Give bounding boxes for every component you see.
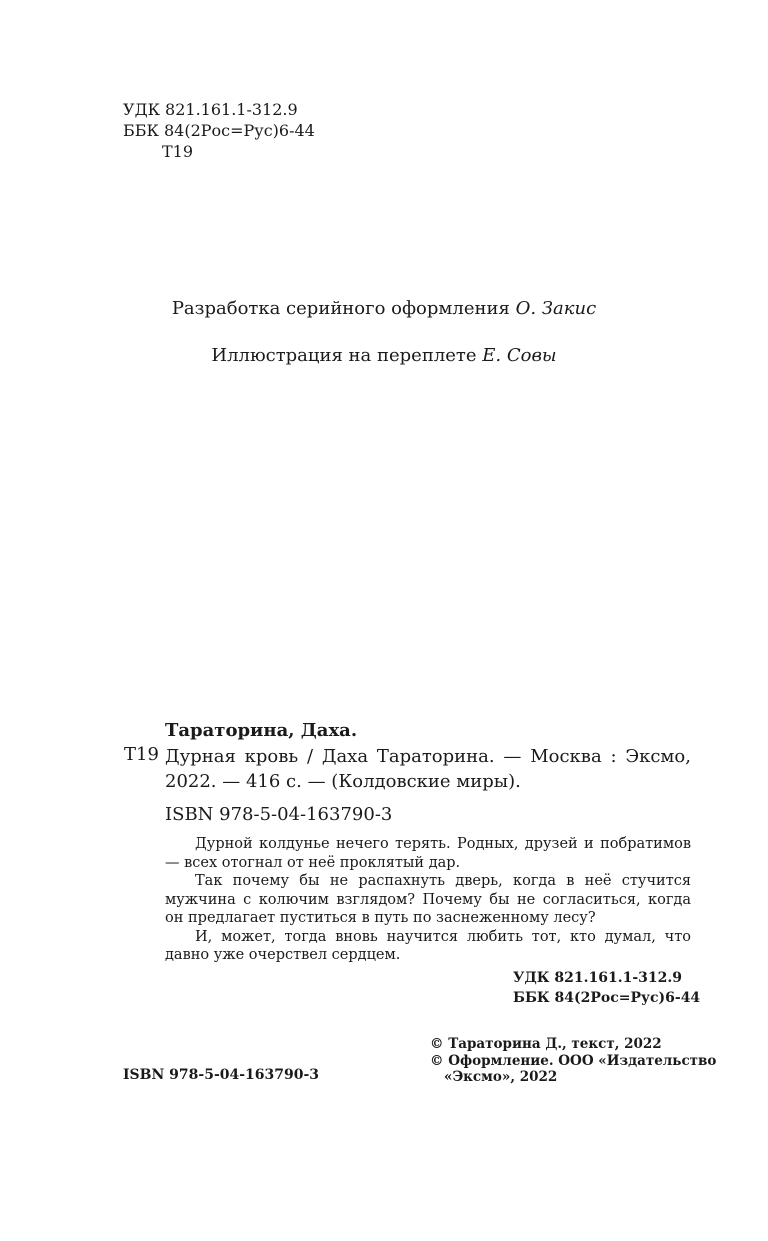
annotation <box>165 835 691 965</box>
illustration-credit <box>0 345 768 366</box>
udk-code-bottom: УДК 821.161.1-312.9 <box>513 970 683 986</box>
catalog-isbn: ISBN 978-5-04-163790-3 <box>165 804 393 825</box>
author-mark: Т19 <box>162 142 194 161</box>
bibliographic-description: Дурная кровь / Даха Тараторина. — Москва : Эксмо, 2022. — 416 с. — (Колдовские миры). <box>165 746 691 792</box>
annotation-paragraph: Дурной колдунье нечего терять. Родных, друзей и побратимов — всех отогнал от неё проклятый дар. <box>165 836 691 871</box>
copyright-design: © Оформление. ООО «Издательство <box>430 1052 717 1069</box>
series-design-label: Разработка серийного оформления <box>171 298 510 319</box>
bbk-code-bottom: ББК 84(2Рос=Рус)6-44 <box>513 990 701 1006</box>
isbn-bottom: ISBN 978-5-04-163790-3 <box>123 1067 320 1083</box>
illustration-label: Иллюстрация на переплете <box>211 345 477 366</box>
bottom-classification-codes <box>513 968 700 1008</box>
annotation-paragraph: И, может, тогда вновь научится любить тот, кто думал, что давно уже очерствел сердцем. <box>165 928 691 963</box>
catalog-author-mark: Т19 <box>124 744 159 765</box>
udk-code: УДК 821.161.1-312.9 <box>123 100 298 119</box>
series-design-credit <box>0 298 768 319</box>
annotation-paragraph: Так почему бы не распахнуть дверь, когда в неё стучится мужчина с колючим взглядом? Почему бы не согласиться, когда он предлагает пуститься в путь по заснеженному лесу? <box>165 873 691 926</box>
bbk-code: ББК 84(2Рос=Рус)6-44 <box>123 121 315 140</box>
top-classification-codes <box>123 99 315 162</box>
copyright-text: © Тараторина Д., текст, 2022 <box>430 1036 662 1052</box>
copyright-publisher: «Эксмо», 2022 <box>444 1069 558 1085</box>
illustration-name: Е. Совы <box>482 345 557 366</box>
copyright-block <box>430 1036 716 1086</box>
series-design-name: О. Закис <box>515 298 597 319</box>
author-heading: Тараторина, Даха. <box>165 720 358 741</box>
